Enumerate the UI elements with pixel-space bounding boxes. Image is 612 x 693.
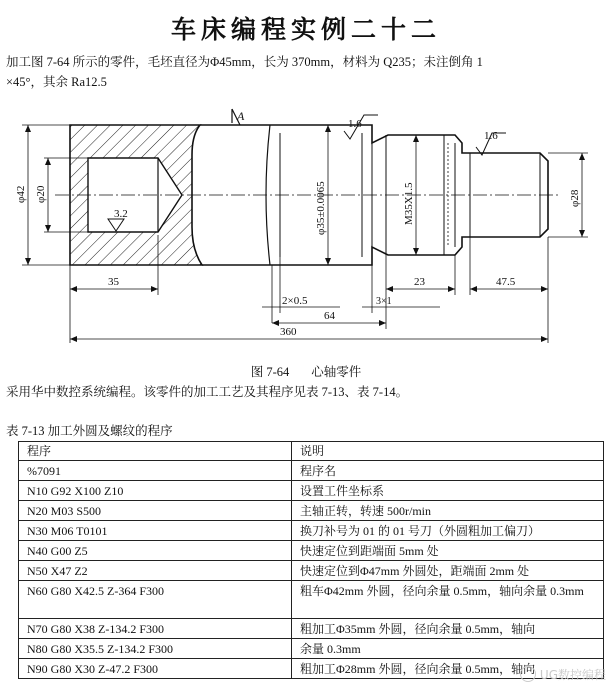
figure-caption — [0, 362, 612, 380]
program-table — [18, 441, 604, 679]
program-description: 余量 0.3mm — [292, 639, 604, 659]
roughness-label-right: 1.6 — [484, 130, 498, 142]
program-code: N50 X47 Z2 — [19, 561, 292, 581]
program-description: 快速定位到Φ47mm 外圆处，距端面 2mm 处 — [292, 561, 604, 581]
dim-length-47-5: 47.5 — [496, 276, 516, 288]
program-code: N90 G80 X30 Z-47.2 F300 — [19, 659, 292, 679]
dim-groove-2x0-5: 2×0.5 — [282, 295, 308, 307]
intro-line-2: ×45°，其余 Ra12.5 — [6, 75, 107, 89]
program-code: N30 M06 T0101 — [19, 521, 292, 541]
table-row — [19, 561, 604, 581]
table-row — [19, 461, 604, 481]
header-program: 程序 — [19, 442, 292, 461]
dim-length-23: 23 — [414, 276, 425, 288]
intro-line-1: 加工图 7-64 所示的零件，毛坯直径为Φ45mm，长为 370mm，材料为 Q235；未注倒角 1 — [6, 55, 483, 69]
table-row — [19, 639, 604, 659]
table-row — [19, 659, 604, 679]
program-description: 粗车Φ42mm 外圆，径向余量 0.5mm，轴向余量 0.3mm — [292, 581, 604, 619]
dim-length-64: 64 — [324, 310, 335, 322]
program-code: N70 G80 X38 Z-134.2 F300 — [19, 619, 292, 639]
dim-length-360: 360 — [280, 326, 297, 338]
section-mark: A — [237, 109, 245, 123]
table-row — [19, 541, 604, 561]
table-header-row — [19, 442, 604, 461]
intro-paragraph — [6, 52, 608, 92]
roughness-label-bore: 3.2 — [114, 208, 128, 220]
program-description: 粗加工Φ35mm 外圆，径向余量 0.5mm，轴向 — [292, 619, 604, 639]
dim-groove-3x1: 3×1 — [376, 296, 392, 307]
part-drawing — [0, 95, 612, 360]
watermark-text: UG数控编程 — [539, 668, 606, 682]
figure-name: 心轴零件 — [311, 365, 362, 379]
dim-length-35: 35 — [108, 276, 119, 288]
table-row — [19, 501, 604, 521]
table-row — [19, 619, 604, 639]
dim-diameter-20: φ20 — [35, 185, 47, 203]
table-caption: 表 7-13 加工外圆及螺纹的程序 — [6, 424, 173, 438]
dim-diameter-42: φ42 — [15, 185, 27, 203]
system-note: 采用华中数控系统编程。该零件的加工工艺及其程序见表 7-13、表 7-14。 — [6, 385, 409, 399]
program-description: 快速定位到距端面 5mm 处 — [292, 541, 604, 561]
wechat-icon — [520, 666, 536, 682]
roughness-label-left: 1.6 — [348, 118, 362, 130]
program-code: N80 G80 X35.5 Z-134.2 F300 — [19, 639, 292, 659]
dim-diameter-35-tol: φ35±0.0065 — [315, 181, 327, 235]
table-row — [19, 481, 604, 501]
program-description: 换刀补号为 01 的 01 号刀（外圆粗加工偏刀） — [292, 521, 604, 541]
program-code: N20 M03 S500 — [19, 501, 292, 521]
dim-diameter-28: φ28 — [569, 189, 581, 207]
program-description: 主轴正转，转速 500r/min — [292, 501, 604, 521]
program-description: 粗加工Φ28mm 外圆，径向余量 0.5mm，轴向 — [292, 659, 604, 679]
table-row — [19, 521, 604, 541]
watermark — [520, 666, 606, 683]
figure-number: 图 7-64 — [250, 365, 290, 379]
program-description: 设置工件坐标系 — [292, 481, 604, 501]
page-title: 车床编程实例二十二 — [170, 15, 441, 44]
program-code: N10 G92 X100 Z10 — [19, 481, 292, 501]
program-description: 程序名 — [292, 461, 604, 481]
program-code: %7091 — [19, 461, 292, 481]
dim-thread-m35: M35X1.5 — [403, 182, 415, 225]
program-code: N40 G00 Z5 — [19, 541, 292, 561]
table-row — [19, 581, 604, 619]
program-code: N60 G80 X42.5 Z-364 F300 — [19, 581, 292, 619]
header-description: 说明 — [292, 442, 604, 461]
